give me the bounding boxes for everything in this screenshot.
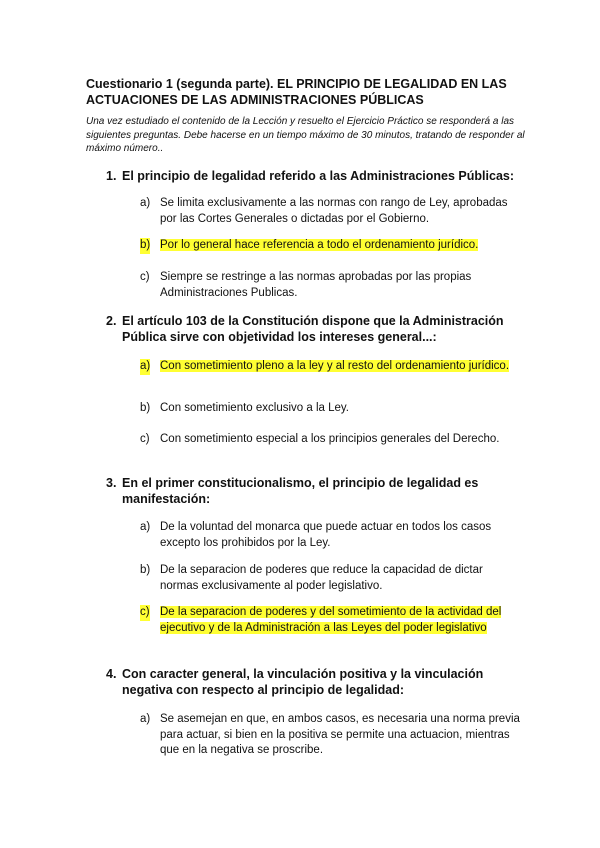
question-3-option-b bbox=[140, 563, 520, 594]
option-letter: b) bbox=[140, 564, 151, 576]
question-2-option-a-highlighted bbox=[140, 359, 520, 375]
question-text: El principio de legalidad referido a las Administraciones Públicas: bbox=[122, 169, 515, 183]
question-text: En el primer constitucionalismo, el principio de legalidad es manifestación: bbox=[122, 476, 479, 506]
document-title: Cuestionario 1 (segunda parte). EL PRINCIPIO DE LEGALIDAD EN LAS ACTUACIONES DE LAS ADMINISTRACIONES PÚBLICAS bbox=[86, 77, 507, 107]
question-number: 1. bbox=[106, 169, 117, 183]
option-letter: a) bbox=[140, 713, 151, 725]
option-text: Se asemejan en que, en ambos casos, es necesaria una norma previa para actuar, si bien en la positiva se permite una actuacion, mientras que en la negativa se proscribe. bbox=[160, 713, 520, 756]
option-text: De la separacion de poderes y del sometimiento de la actividad del ejecutivo y de la Administración a las Leyes del poder legislativo bbox=[160, 606, 502, 634]
question-text: El artículo 103 de la Constitución dispone que la Administración Pública sirve con objetividad los intereses general...: bbox=[122, 314, 504, 344]
option-text: De la separacion de poderes que reduce la capacidad de dictar normas exclusivamente al poder legislativo. bbox=[160, 564, 483, 592]
question-1-option-c bbox=[140, 270, 520, 301]
question-2-option-c bbox=[140, 432, 520, 448]
question-2-option-b bbox=[140, 401, 520, 417]
question-1-option-a bbox=[140, 196, 520, 227]
question-1-option-b-highlighted bbox=[140, 238, 520, 254]
question-number: 3. bbox=[106, 476, 117, 490]
option-text: Con sometimiento pleno a la ley y al resto del ordenamiento jurídico. bbox=[160, 360, 510, 372]
question-number: 4. bbox=[106, 667, 117, 681]
question-3-option-c-highlighted bbox=[140, 605, 520, 636]
question-3-option-a bbox=[140, 520, 520, 551]
question-4 bbox=[106, 666, 516, 698]
option-text: Siempre se restringe a las normas aprobadas por las propias Administraciones Publicas. bbox=[160, 271, 472, 299]
question-text: Con caracter general, la vinculación positiva y la vinculación negativa con respecto al principio de legalidad: bbox=[122, 667, 484, 697]
option-letter: a) bbox=[140, 197, 151, 209]
question-3 bbox=[106, 475, 516, 507]
instructions-text: Una vez estudiado el contenido de la Lección y resuelto el Ejercicio Práctico se responderá a las siguientes preguntas. Debe hacerse en un tiempo máximo de 30 minutos, tratando de responder al máximo número.. bbox=[86, 116, 525, 154]
option-text: Por lo general hace referencia a todo el ordenamiento jurídico. bbox=[160, 239, 479, 251]
option-text: Con sometimiento exclusivo a la Ley. bbox=[160, 402, 349, 414]
option-letter: b) bbox=[140, 238, 150, 254]
question-4-option-a bbox=[140, 712, 520, 759]
question-number: 2. bbox=[106, 314, 117, 328]
option-letter: c) bbox=[140, 605, 150, 621]
question-2 bbox=[106, 313, 516, 345]
option-letter: c) bbox=[140, 433, 150, 445]
option-letter: a) bbox=[140, 359, 150, 375]
option-text: Se limita exclusivamente a las normas con rango de Ley, aprobadas por las Cortes Generales o dictadas por el Gobierno. bbox=[160, 197, 508, 225]
option-text: Con sometimiento especial a los principios generales del Derecho. bbox=[160, 433, 500, 445]
question-1 bbox=[106, 168, 516, 184]
option-text: De la voluntad del monarca que puede actuar en todos los casos excepto los prohibidos por la Ley. bbox=[160, 521, 492, 549]
option-letter: c) bbox=[140, 271, 150, 283]
option-letter: b) bbox=[140, 402, 151, 414]
option-letter: a) bbox=[140, 521, 151, 533]
